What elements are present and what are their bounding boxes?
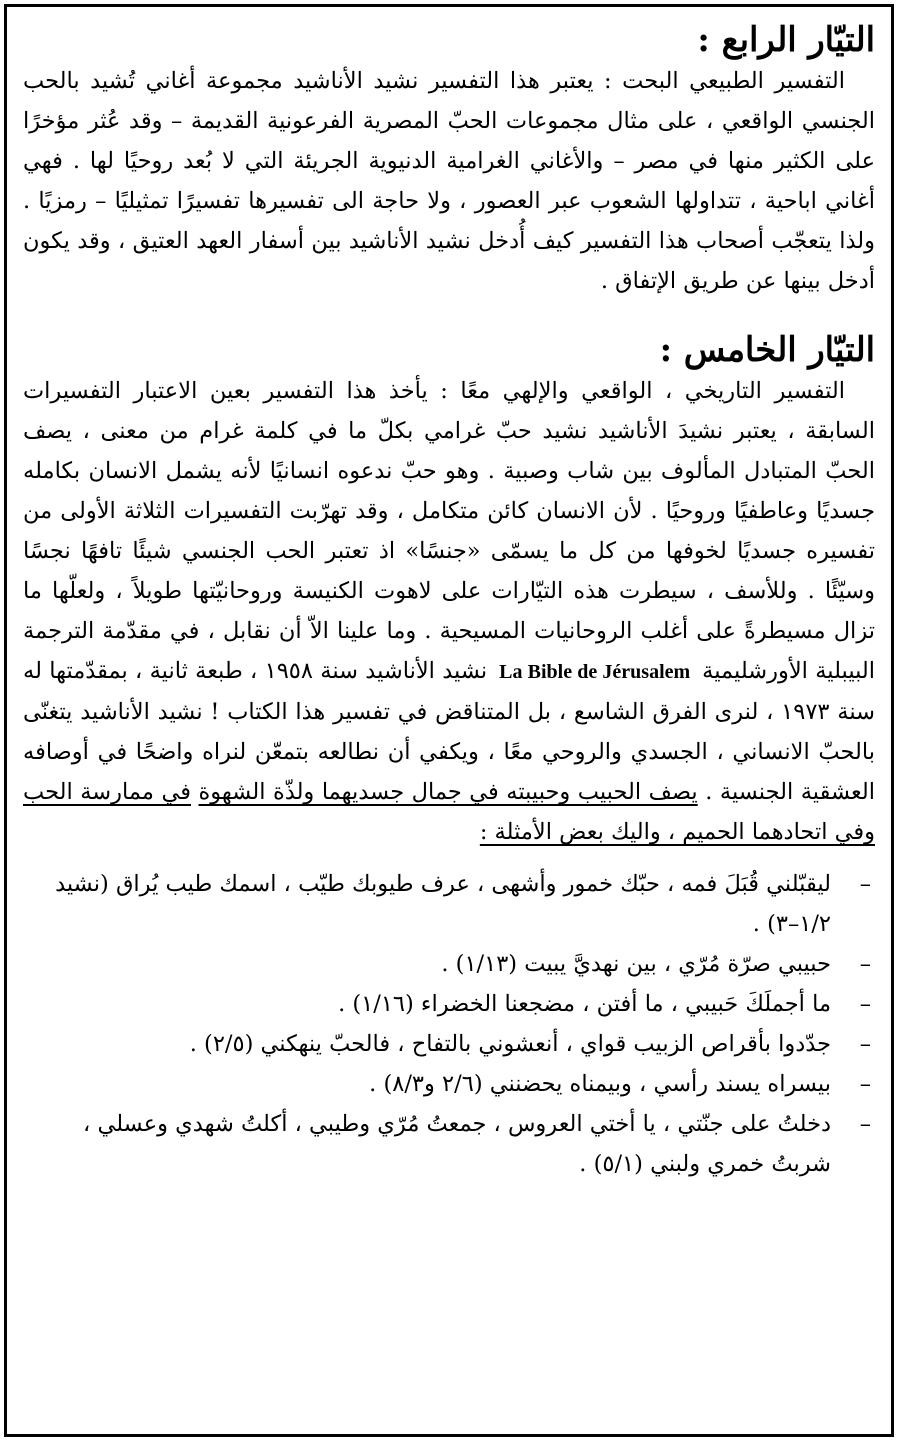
example-text: ما أجملَكَ حَبيبي ، ما أفتن ، مضجعنا الخضراء (١/١٦) .: [338, 991, 831, 1017]
dash-bullet: –: [859, 951, 871, 977]
list-item: [23, 1064, 875, 1104]
dash-bullet: –: [859, 1111, 871, 1137]
list-item: [23, 984, 875, 1024]
latin-book-title: La Bible de Jérusalem: [499, 661, 691, 683]
dash-bullet: –: [859, 871, 871, 897]
example-text: بيسراه يسند رأسي ، وبيمناه يحضنني (٢/٦ و٨/٣) .: [369, 1071, 831, 1097]
examples-list: [23, 864, 875, 1184]
example-text: ليقبّلني قُبَلَ فمه ، حبّك خمور وأشهى ، عرف طيوبك طيّب ، اسمك طيب يُراق (نشيد ١/٢–٣) .: [55, 871, 831, 937]
page-frame: [4, 4, 894, 1437]
dash-bullet: –: [859, 991, 871, 1017]
dash-bullet: –: [859, 1031, 871, 1057]
dash-bullet: –: [859, 1071, 871, 1097]
section-5-text-b: نشيد الأناشيد سنة ١٩٥٨ ، طبعة ثانية ، بمقدّمتها له سنة ١٩٧٣ ، لنرى الفرق الشاسع ، بل المتناقض في تفسير هذا الكتاب ! نشيد الأناشيد يتغنّى بالحبّ الانساني ، الجسدي والروحي معًا ، ويكفي أن نطالعه بتمعّن لنراه واضحًا في أوصافه العشقية الجنسية .: [23, 658, 876, 805]
list-item: [23, 1024, 875, 1064]
list-item: [23, 944, 875, 984]
document-body: [23, 17, 875, 1184]
underlined-sentence-b: في ممارسة الحب وفي اتحادهما الحميم ، واليك بعض الأمثلة :: [23, 779, 875, 845]
section-5-paragraph: [23, 371, 875, 852]
list-item: [23, 1104, 875, 1184]
section-4-heading: التيّار الرابع :: [697, 19, 875, 59]
section-5-text-a: التفسير التاريخي ، الواقعي والإلهي معًا : يأخذ هذا التفسير بعين الاعتبار التفسيرات السابقة ، يعتبر نشيدَ الأناشيد نشيد حبّ غرامي بكلّ ما في كلمة غرام من معنى ، يصف الحبّ المتبادل المألوف بين شاب وصبية . وهو حبّ ندعوه انسانيًا لأنه يشمل الانسان بكامله جسديًا وعاطفيًا وروحيًا . لأن الانسان كائن متكامل ، وقد تهرّبت التفسيرات الثلاثة الأولى من تفسيره جسديًا لخوفها من كل ما يسمّى «جنسًا» اذ تعتبر الحب الجنسي شيئًا تافهًا نجسًا وسيّئًا . وللأسف ، سيطرت هذه التيّارات على لاهوت الكنيسة وروحانيّتها طويلاً ، ولعلّها ما تزال مسيطرةً على أغلب الروحانيات المسيحية . وما علينا الاّ أن نقابل ، في مقدّمة الترجمة البيبلية الأورشليمية: [23, 378, 876, 684]
list-item: [23, 864, 875, 944]
section-5-heading: التيّار الخامس :: [659, 329, 875, 369]
underlined-sentence-a: يصف الحبيب وحبيبته في جمال جسديهما ولذّة الشهوة: [198, 779, 698, 805]
example-text: دخلتُ على جنّتي ، يا أختي العروس ، جمعتُ مُرّي وطيبي ، أكلتُ شهدي وعسلي ، شربتُ خمري ولبني (٥/١) .: [83, 1111, 831, 1177]
example-text: حبيبي صرّة مُرّي ، بين نهديَّ يبيت (١/١٣) .: [441, 951, 831, 977]
example-text: جدّدوا بأقراص الزبيب قواي ، أنعشوني بالتفاح ، فالحبّ ينهكني (٢/٥) .: [189, 1031, 831, 1057]
section-4-paragraph: التفسير الطبيعي البحت : يعتبر هذا التفسير نشيد الأناشيد مجموعة أغاني تُشيد بالحب الجنسي الواقعي ، على مثال مجموعات الحبّ المصرية الفرعونية القديمة – وقد عُثر مؤخرًا على الكثير منها في مصر – والأغاني الغرامية الدنيوية الجريئة التي لا بُعد روحيًا لها . فهي أغاني اباحية ، تتداولها الشعوب عبر العصور ، ولا حاجة الى تفسيرها تفسيرًا تمثيليًا – رمزيًا . ولذا يتعجّب أصحاب هذا التفسير كيف أُدخل نشيد الأناشيد بين أسفار العهد العتيق ، وقد يكون أدخل بينها عن طريق الإتفاق .: [23, 68, 875, 294]
